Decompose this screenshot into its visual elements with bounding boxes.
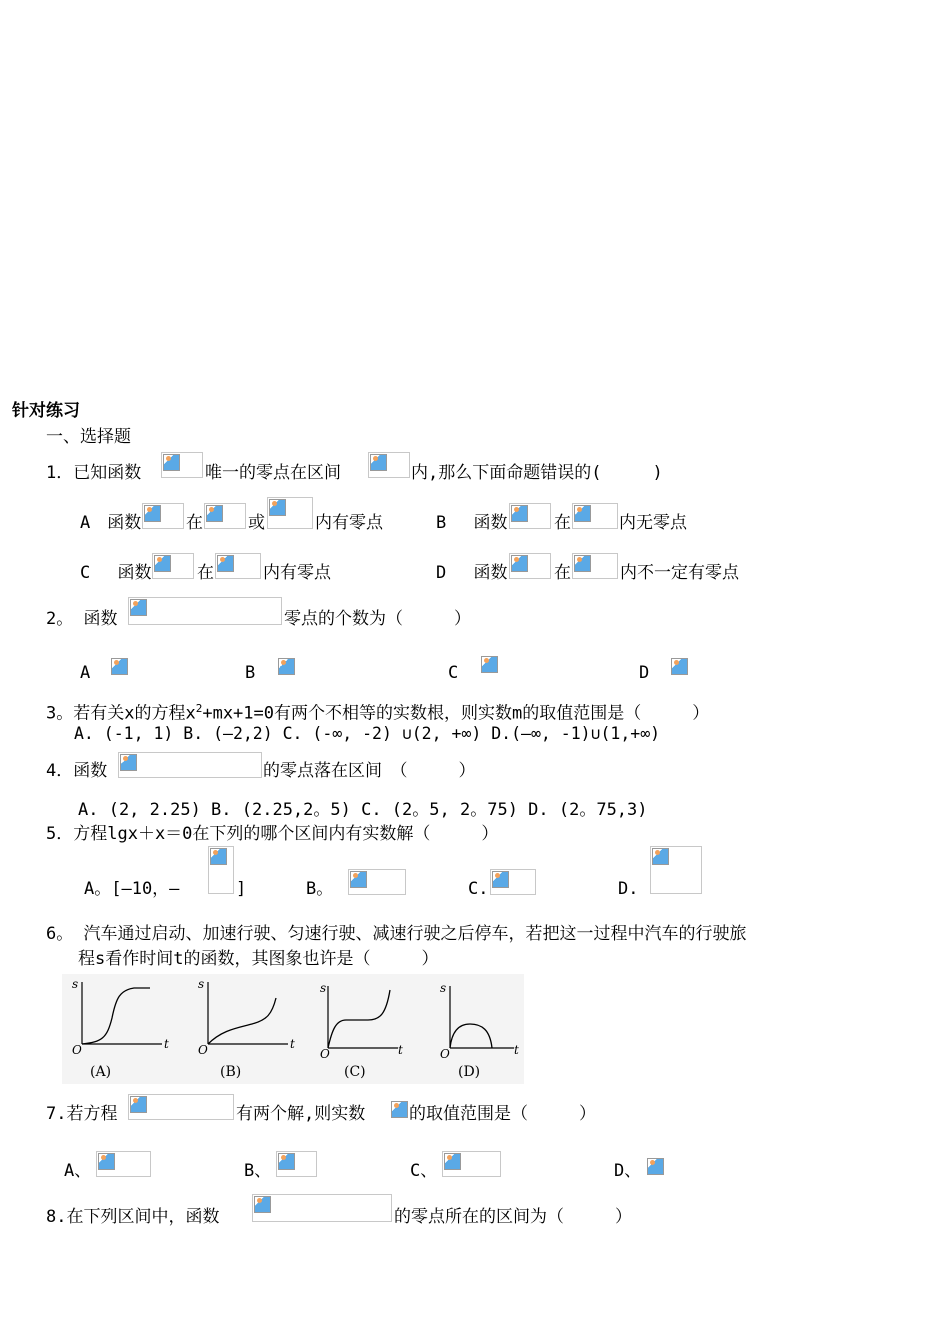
q5-option-d: D.	[618, 879, 639, 899]
formula-image	[572, 553, 618, 579]
formula-image	[276, 1151, 317, 1177]
graph-b-s-label: s	[198, 977, 205, 991]
q3-stem-end: +mx+1=0有两个不相等的实数根，则实数m的取值范围是（ ）	[202, 703, 710, 724]
formula-image	[509, 553, 551, 579]
q2-stem-b: 零点的个数为（ ）	[284, 609, 471, 629]
formula-image	[152, 553, 194, 579]
q5-option-a-post: ]	[236, 879, 247, 899]
q1-option-b-end: 内无零点	[619, 513, 687, 533]
q1-option-d-label: D 函数	[436, 563, 508, 583]
formula-image	[670, 657, 688, 679]
formula-image	[110, 657, 124, 679]
q8-stem-a: 8.在下列区间中，函数	[46, 1207, 220, 1227]
formula-image	[348, 869, 406, 895]
q4-options: A. (2, 2.25) B. (2.25,2。5) C. (2。5, 2。75) D. (2。75,3)	[78, 800, 648, 820]
q7-stem-b: 有两个解,则实数	[236, 1104, 366, 1124]
q7-stem-a: 7.若方程	[46, 1104, 118, 1124]
formula-image	[204, 503, 246, 529]
graph-a-t-label: t	[164, 1037, 169, 1051]
q7-option-a: A、	[64, 1161, 92, 1181]
q6-line2: 程s看作时间t的函数，其图象也许是（ ）	[78, 949, 439, 969]
q4-stem-b: 的零点落在区间 （ ）	[263, 761, 476, 781]
q5-option-b: B。	[306, 879, 334, 899]
q1-option-b-label: B 函数	[436, 513, 508, 533]
q1-option-b-zai: 在	[554, 513, 571, 533]
q1-option-a-or: 或	[248, 513, 265, 533]
q4-stem-a: 4．函数	[46, 761, 108, 781]
q1-stem-b: 唯一的零点在区间	[205, 463, 341, 483]
graph-b-t-label: t	[290, 1037, 295, 1051]
formula-image	[252, 1194, 392, 1222]
graph-a-o-label: O	[72, 1043, 82, 1057]
q2-option-b: B	[245, 663, 256, 683]
graph-d-caption: (D)	[458, 1064, 481, 1080]
q5-option-a-pre: A。[—10，—	[84, 879, 180, 899]
graph-a-caption: (A)	[90, 1064, 112, 1080]
formula-image	[96, 1151, 151, 1177]
q1-option-a-label: A 函数	[80, 513, 142, 533]
graph-c-caption: (C)	[344, 1064, 366, 1080]
subsection-title: 一、选择题	[46, 427, 131, 447]
q1-stem-c: 内,那么下面命题错误的( )	[411, 463, 663, 483]
formula-image	[142, 503, 184, 529]
q1-option-c-zai: 在	[197, 563, 214, 583]
q7-option-c: C、	[410, 1161, 438, 1181]
formula-image	[208, 846, 234, 894]
q8-stem-b: 的零点所在的区间为（ ）	[394, 1207, 632, 1227]
graph-c-o-label: O	[320, 1047, 330, 1061]
q1-option-c-label: C 函数	[80, 563, 152, 583]
formula-image	[215, 553, 261, 579]
formula-image	[277, 657, 295, 679]
q5-stem: 5．方程lgx＋x＝0在下列的哪个区间内有实数解（ ）	[46, 824, 499, 844]
formula-image	[128, 597, 282, 625]
q5-option-c: C.	[468, 879, 489, 899]
graph-d-o-label: O	[440, 1047, 450, 1061]
formula-image	[509, 503, 551, 529]
q1-option-d-zai: 在	[554, 563, 571, 583]
graph-c-t-label: t	[398, 1043, 403, 1057]
formula-image	[128, 1094, 234, 1120]
formula-image	[267, 497, 313, 529]
graph-d-s-label: s	[440, 981, 447, 995]
graph-b-caption: (B)	[220, 1064, 242, 1080]
formula-image	[390, 1100, 408, 1120]
q6-graphs-figure	[62, 974, 524, 1084]
formula-image	[480, 655, 496, 677]
formula-image	[161, 452, 203, 478]
graph-d-t-label: t	[514, 1043, 519, 1057]
q3-stem-text: 3。若有关x的方程x	[46, 703, 196, 724]
formula-image	[442, 1151, 501, 1177]
formula-image	[118, 752, 262, 778]
formula-image	[650, 846, 702, 894]
formula-image	[490, 869, 536, 895]
graph-a-s-label: s	[72, 977, 79, 991]
q1-option-d-end: 内不一定有零点	[620, 563, 739, 583]
q2-stem-a: 2。 函数	[46, 609, 118, 629]
q1-stem-a: 1．已知函数	[46, 463, 142, 483]
q7-option-d: D、	[614, 1161, 642, 1181]
q1-option-a-end: 内有零点	[315, 513, 383, 533]
q1-option-c-end: 内有零点	[263, 563, 331, 583]
q2-option-d: D	[639, 663, 650, 683]
q3-options: A. (-1, 1) B. (—2,2) C. (-∞, -2) ∪(2, +∞) D.(—∞, -1)∪(1,+∞)	[74, 724, 661, 743]
graph-b-o-label: O	[198, 1043, 208, 1057]
q3-superscript: 2	[195, 702, 203, 715]
q1-option-a-zai: 在	[186, 513, 203, 533]
graph-c-s-label: s	[320, 981, 327, 995]
section-title: 针对练习	[12, 401, 80, 421]
q2-option-a: A	[80, 663, 91, 683]
q7-option-b: B、	[244, 1161, 272, 1181]
formula-image	[368, 452, 410, 478]
q3-stem	[46, 698, 709, 725]
q6-line1: 6。 汽车通过启动、加速行驶、匀速行驶、减速行驶之后停车，若把这一过程中汽车的行驶旅	[46, 924, 747, 944]
formula-image	[646, 1157, 666, 1179]
q2-option-c: C	[448, 663, 459, 683]
formula-image	[572, 503, 618, 529]
q7-stem-c: 的取值范围是（ ）	[409, 1104, 596, 1124]
